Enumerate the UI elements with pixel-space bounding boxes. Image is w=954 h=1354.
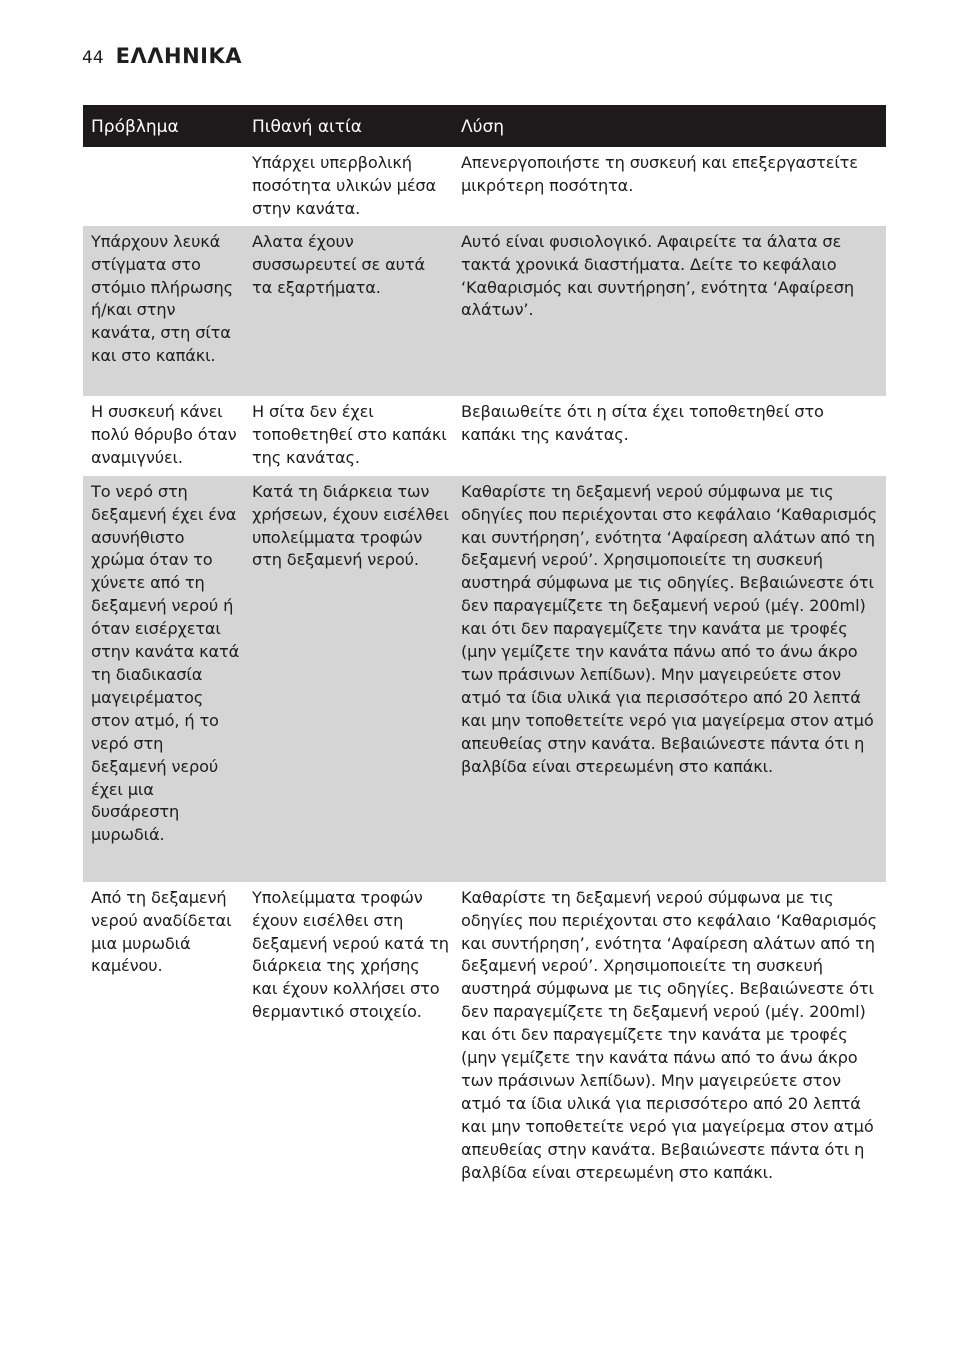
cell-solution: Βεβαιωθείτε ότι η σίτα έχει τοποθετηθεί στο καπάκι της κανάτας. xyxy=(461,401,824,444)
cell-cause: Υπολείμματα τροφών έχουν εισέλθει στη δεξαμενή νερού κατά τη διάρκεια της χρήσης και έχουν κολλήσει στο θερμαντικό στοιχείο. xyxy=(252,887,449,1022)
table-row xyxy=(83,882,886,1190)
cell-cause: Υπάρχει υπερβολική ποσότητα υλικών μέσα στην κανάτα. xyxy=(252,153,437,218)
table-header-row xyxy=(83,105,886,147)
column-header-solution: Λύση xyxy=(453,105,886,147)
troubleshooting-table xyxy=(83,105,886,1190)
cell-problem: Από τη δεξαμενή νερού αναδίδεται μια μυρωδιά καμένου. xyxy=(91,887,232,976)
column-header-cause: Πιθανή αιτία xyxy=(244,105,453,147)
page-number: 44 xyxy=(82,48,104,68)
cell-cause: Η σίτα δεν έχει τοποθετηθεί στο καπάκι της κανάτας. xyxy=(252,401,447,467)
page-header xyxy=(82,44,242,68)
cell-problem: Υπάρχουν λευκά στίγματα στο στόμιο πλήρωσης ή/και στην κανάτα, στη σίτα και στο καπάκι. xyxy=(83,226,244,396)
cell-solution: Καθαρίστε τη δεξαμενή νερού σύμφωνα με τις οδηγίες που περιέχονται στο κεφάλαιο ‘Καθαρισμός και συντήρηση’, ενότητα ‘Αφαίρεση αλάτων από τη δεξαμενή νερού’. Χρησιμοποιείτε τη συσκευή αυστηρά σύμφωνα με τις οδηγίες. Βεβαιώνεστε ότι δεν παραγεμίζετε τη δεξαμενή νερού (μέγ. 200ml) και ότι δεν παραγεμίζετε την κανάτα με τροφές (μην γεμίζετε την κανάτα πάνω από το άνω άκρο των πράσινων λεπίδων). Μην μαγειρεύετε στον ατμό τα ίδια υλικά για περισσότερο από 20 λεπτά και μην τοποθετείτε νερό για μαγείρεμα στον ατμό απευθείας στην κανάτα. Βεβαιώνεστε πάντα ότι η βαλβίδα είναι στερεωμένη στο καπάκι. xyxy=(461,887,878,1182)
cell-problem: Η συσκευή κάνει πολύ θόρυβο όταν αναμιγνύει. xyxy=(91,401,237,467)
section-title: ΕΛΛΗΝΙΚΑ xyxy=(115,44,242,68)
cell-problem xyxy=(83,147,244,226)
column-header-problem: Πρόβλημα xyxy=(83,105,244,147)
cell-solution: Απενεργοποιήστε τη συσκευή και επεξεργαστείτε μικρότερη ποσότητα. xyxy=(461,153,858,195)
table-row xyxy=(83,476,886,882)
cell-cause: Κατά τη διάρκεια των χρήσεων, έχουν εισέλθει υπολείμματα τροφών στη δεξαμενή νερού. xyxy=(244,476,453,882)
table-row xyxy=(83,396,886,476)
table-row xyxy=(83,147,886,226)
cell-solution: Καθαρίστε τη δεξαμενή νερού σύμφωνα με τις οδηγίες που περιέχονται στο κεφάλαιο ‘Καθαρισμός και συντήρηση’, ενότητα ‘Αφαίρεση αλάτων από τη δεξαμενή νερού’. Χρησιμοποιείτε τη συσκευή αυστηρά σύμφωνα με τις οδηγίες. Βεβαιώνεστε ότι δεν παραγεμίζετε τη δεξαμενή νερού (μέγ. 200ml) και ότι δεν παραγεμίζετε την κανάτα με τροφές (μην γεμίζετε την κανάτα πάνω από το άνω άκρο των πράσινων λεπίδων). Μην μαγειρεύετε στον ατμό τα ίδια υλικά για περισσότερο από 20 λεπτά και μην τοποθετείτε νερό για μαγείρεμα στον ατμό απευθείας στην κανάτα. Βεβαιώνεστε πάντα ότι η βαλβίδα είναι στερεωμένη στο καπάκι. xyxy=(453,476,886,882)
cell-cause: Αλατα έχουν συσσωρευτεί σε αυτά τα εξαρτήματα. xyxy=(244,226,453,396)
cell-problem: Το νερό στη δεξαμενή έχει ένα ασυνήθιστο χρώμα όταν το χύνετε από τη δεξαμενή νερού ή όταν εισέρχεται στην κανάτα κατά τη διαδικασία μαγειρέματος στον ατμό, ή το νερό στη δεξαμενή νερού έχει μια δυσάρεστη μυρωδιά. xyxy=(83,476,244,882)
table-row xyxy=(83,226,886,396)
cell-solution: Αυτό είναι φυσιολογικό. Αφαιρείτε τα άλατα σε τακτά χρονικά διαστήματα. Δείτε το κεφάλαιο ‘Καθαρισμός και συντήρηση’, ενότητα ‘Αφαίρεση αλάτων’. xyxy=(453,226,886,396)
